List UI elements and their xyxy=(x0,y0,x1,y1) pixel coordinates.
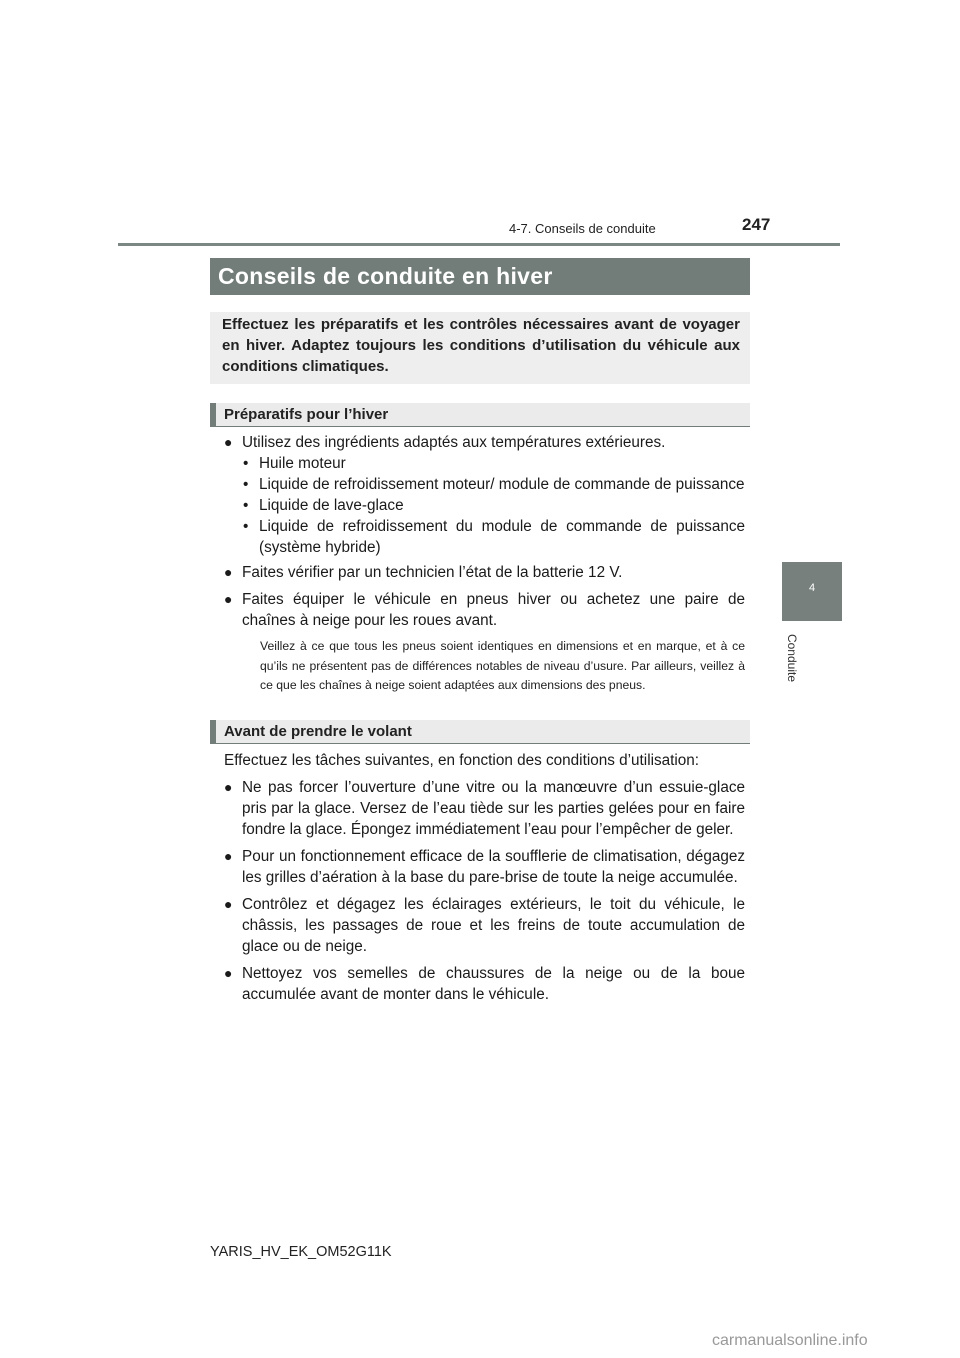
section-header: 4-7. Conseils de conduite xyxy=(509,221,656,236)
dash-icon: • xyxy=(243,455,249,472)
bullet-icon: ● xyxy=(224,591,233,607)
list-item-text: Nettoyez vos semelles de chaussures de la neige ou de la boue accumulée avant de monter dans le véhicule. xyxy=(242,965,745,1003)
note-text: Veillez à ce que tous les pneus soient identiques en dimensions et en marque, et à ce qu’ils ne présentent pas de différences notables de niveau d’usure. Par ailleurs, veillez à ce que les chaînes à neige soient adaptées aux dimensions des pneus. xyxy=(260,639,745,692)
header-divider xyxy=(118,243,840,246)
dash-icon: • xyxy=(243,476,249,493)
list-item xyxy=(224,432,745,558)
list-item xyxy=(224,846,745,888)
list-item-text: Faites vérifier par un technicien l’état de la batterie 12 V. xyxy=(242,564,623,581)
list-item-text: Utilisez des ingrédients adaptés aux températures extérieures. xyxy=(242,434,666,451)
section-heading-before-driving: Avant de prendre le volant xyxy=(210,720,750,744)
sub-item-text: Huile moteur xyxy=(259,455,346,472)
bullet-icon: ● xyxy=(224,896,233,912)
intro-box: Effectuez les préparatifs et les contrôles nécessaires avant de voyager en hiver. Adaptez toujours les conditions d’utilisation du véhicule aux conditions climatiques. xyxy=(210,312,750,384)
sub-list-item xyxy=(242,474,745,495)
section-winter-prep xyxy=(224,432,745,696)
list-item-text: Faites équiper le véhicule en pneus hiver ou achetez une paire de chaînes à neige pour les roues avant. xyxy=(242,591,745,629)
list-item-text: Contrôlez et dégagez les éclairages extérieurs, le toit du véhicule, le châssis, les passages de roue et les freins de toute accumulation de glace ou de neige. xyxy=(242,896,745,955)
chapter-number: 4 xyxy=(808,582,816,594)
document-code: YARIS_HV_EK_OM52G11K xyxy=(210,1244,392,1260)
list-item xyxy=(224,777,745,840)
list-item-text: Ne pas forcer l’ouverture d’une vitre ou la manœuvre d’un essuie-glace pris par la glace. Versez de l’eau tiède sur les parties gelées pour en faire fondre la glace. Épongez immédiatement l’eau pour l’empêcher de geler. xyxy=(242,779,745,838)
page-title: Conseils de conduite en hiver xyxy=(210,258,750,295)
bullet-icon: ● xyxy=(224,965,233,981)
bullet-icon: ● xyxy=(224,848,233,864)
list-item-text: Pour un fonctionnement efficace de la soufflerie de climatisation, dégagez les grilles d’aération à la base du pare-brise de toute la neige accumulée. xyxy=(242,848,745,886)
list-item xyxy=(224,963,745,1005)
dash-icon: • xyxy=(243,497,249,514)
sub-item-text: Liquide de refroidissement moteur/ module de commande de puissance xyxy=(259,476,745,493)
section-intro: Effectuez les tâches suivantes, en fonction des conditions d’utilisation: xyxy=(224,752,700,769)
page-number: 247 xyxy=(742,215,771,234)
list-item xyxy=(224,589,745,631)
watermark: carmanualsonline.info xyxy=(712,1332,868,1349)
list-item xyxy=(224,562,745,583)
chapter-label: Conduite xyxy=(785,633,799,683)
sub-list-item xyxy=(242,495,745,516)
bullet-icon: ● xyxy=(224,779,233,795)
bullet-icon: ● xyxy=(224,564,233,580)
bullet-icon: ● xyxy=(224,434,233,450)
list-item xyxy=(224,894,745,957)
sub-item-text: Liquide de lave-glace xyxy=(259,497,404,514)
dash-icon: • xyxy=(243,518,249,535)
sub-item-text: Liquide de refroidissement du module de commande de puissance (système hybride) xyxy=(259,518,745,556)
section-before-driving xyxy=(224,750,745,1011)
sub-list-item xyxy=(242,453,745,474)
section-heading-winter-prep: Préparatifs pour l’hiver xyxy=(210,403,750,427)
sub-list-item xyxy=(242,516,745,558)
chapter-tab xyxy=(782,562,842,621)
